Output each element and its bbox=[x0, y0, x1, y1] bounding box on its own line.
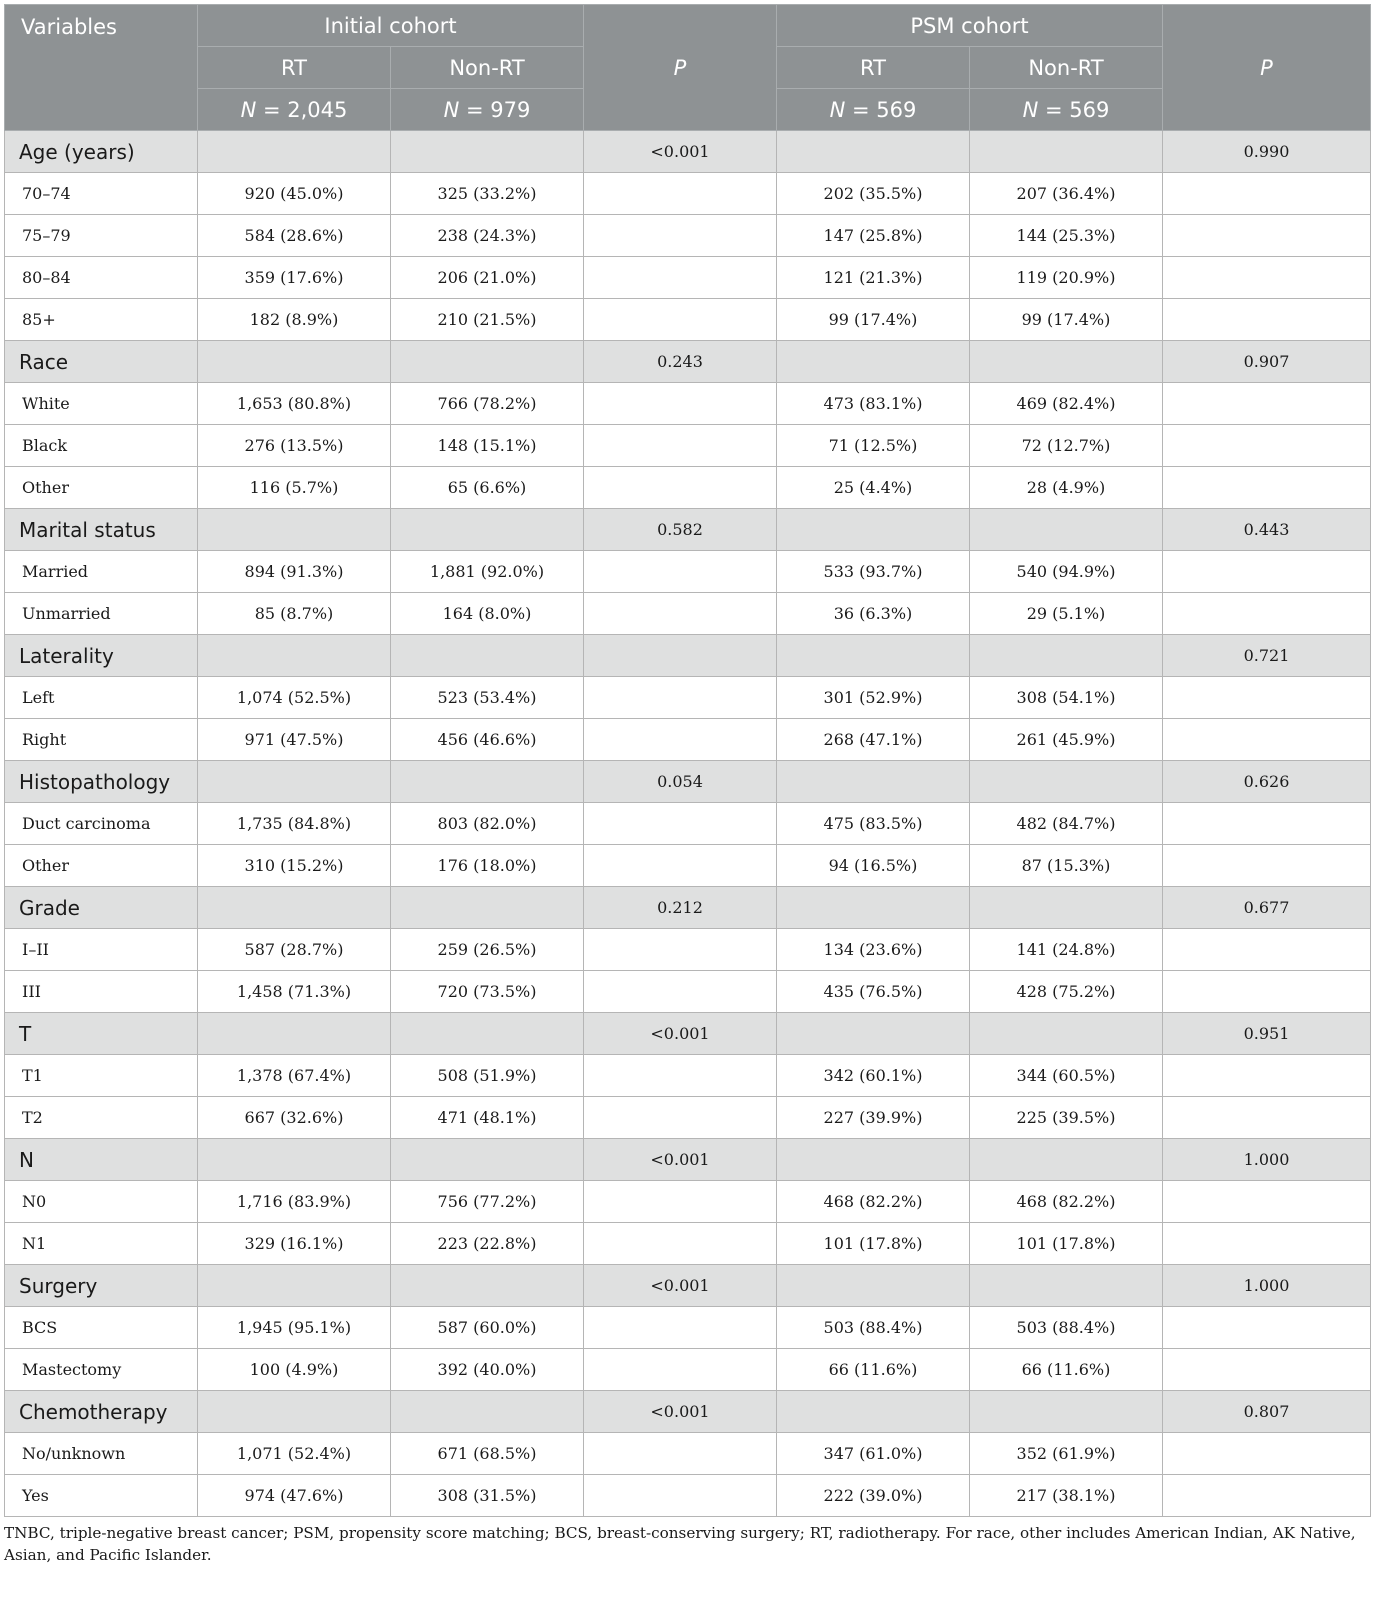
initial-nonrt-cell: 766 (78.2%) bbox=[391, 383, 584, 425]
initial-rt-cell: 971 (47.5%) bbox=[198, 719, 391, 761]
initial-nonrt-cell: 238 (24.3%) bbox=[391, 215, 584, 257]
psm-p-cell bbox=[1163, 299, 1371, 341]
initial-p-cell bbox=[584, 1097, 777, 1139]
initial-rt-cell: 894 (91.3%) bbox=[198, 551, 391, 593]
initial-rt-n bbox=[198, 89, 391, 131]
initial-p-cell: <0.001 bbox=[584, 1013, 777, 1055]
psm-p-cell: 0.990 bbox=[1163, 131, 1371, 173]
psm-rt-header: RT bbox=[777, 47, 970, 89]
table-row bbox=[5, 593, 1371, 635]
initial-rt-cell: 310 (15.2%) bbox=[198, 845, 391, 887]
n-value: = 569 bbox=[1038, 97, 1110, 122]
table-row bbox=[5, 173, 1371, 215]
initial-rt-cell bbox=[198, 1139, 391, 1181]
initial-rt-cell: 974 (47.6%) bbox=[198, 1475, 391, 1517]
psm-nonrt-cell: 428 (75.2%) bbox=[970, 971, 1163, 1013]
row-label: T bbox=[5, 1013, 198, 1055]
psm-rt-cell: 468 (82.2%) bbox=[777, 1181, 970, 1223]
row-label: 70–74 bbox=[5, 173, 198, 215]
initial-rt-header: RT bbox=[198, 47, 391, 89]
initial-p-cell bbox=[584, 1055, 777, 1097]
row-label: Yes bbox=[5, 1475, 198, 1517]
initial-nonrt-header: Non-RT bbox=[391, 47, 584, 89]
psm-nonrt-cell bbox=[970, 131, 1163, 173]
p-header-initial bbox=[584, 5, 777, 131]
category-row bbox=[5, 1265, 1371, 1307]
initial-nonrt-cell: 508 (51.9%) bbox=[391, 1055, 584, 1097]
psm-p-cell bbox=[1163, 173, 1371, 215]
category-row bbox=[5, 131, 1371, 173]
initial-rt-cell: 116 (5.7%) bbox=[198, 467, 391, 509]
psm-rt-cell bbox=[777, 761, 970, 803]
psm-p-cell: 0.951 bbox=[1163, 1013, 1371, 1055]
initial-p-cell bbox=[584, 257, 777, 299]
n-value: = 979 bbox=[459, 97, 531, 122]
psm-nonrt-cell: 207 (36.4%) bbox=[970, 173, 1163, 215]
initial-p-cell bbox=[584, 467, 777, 509]
n-symbol: N bbox=[1022, 97, 1039, 122]
initial-nonrt-cell: 308 (31.5%) bbox=[391, 1475, 584, 1517]
psm-rt-cell bbox=[777, 1013, 970, 1055]
initial-rt-cell bbox=[198, 131, 391, 173]
initial-rt-cell: 1,716 (83.9%) bbox=[198, 1181, 391, 1223]
initial-rt-cell: 584 (28.6%) bbox=[198, 215, 391, 257]
initial-nonrt-cell: 671 (68.5%) bbox=[391, 1433, 584, 1475]
table-row bbox=[5, 1349, 1371, 1391]
initial-nonrt-cell bbox=[391, 131, 584, 173]
psm-nonrt-cell: 101 (17.8%) bbox=[970, 1223, 1163, 1265]
psm-rt-cell: 25 (4.4%) bbox=[777, 467, 970, 509]
table-row bbox=[5, 677, 1371, 719]
psm-nonrt-cell: 468 (82.2%) bbox=[970, 1181, 1163, 1223]
table-header bbox=[5, 5, 1371, 131]
initial-rt-cell: 1,735 (84.8%) bbox=[198, 803, 391, 845]
psm-p-cell bbox=[1163, 971, 1371, 1013]
psm-p-cell: 0.677 bbox=[1163, 887, 1371, 929]
row-label: T2 bbox=[5, 1097, 198, 1139]
table-row bbox=[5, 1307, 1371, 1349]
psm-p-cell bbox=[1163, 551, 1371, 593]
initial-cohort-header: Initial cohort bbox=[198, 5, 584, 47]
row-label: Grade bbox=[5, 887, 198, 929]
initial-nonrt-n bbox=[391, 89, 584, 131]
psm-rt-cell: 301 (52.9%) bbox=[777, 677, 970, 719]
row-label: N1 bbox=[5, 1223, 198, 1265]
psm-nonrt-cell: 261 (45.9%) bbox=[970, 719, 1163, 761]
psm-nonrt-cell bbox=[970, 1265, 1163, 1307]
psm-nonrt-cell: 503 (88.4%) bbox=[970, 1307, 1163, 1349]
initial-rt-cell bbox=[198, 341, 391, 383]
psm-rt-cell: 435 (76.5%) bbox=[777, 971, 970, 1013]
psm-nonrt-cell bbox=[970, 1391, 1163, 1433]
psm-p-cell bbox=[1163, 1433, 1371, 1475]
initial-nonrt-cell bbox=[391, 1391, 584, 1433]
row-label: White bbox=[5, 383, 198, 425]
table-row bbox=[5, 215, 1371, 257]
psm-p-cell bbox=[1163, 1307, 1371, 1349]
psm-p-cell bbox=[1163, 929, 1371, 971]
table-row bbox=[5, 383, 1371, 425]
psm-p-cell bbox=[1163, 425, 1371, 467]
row-label: Chemotherapy bbox=[5, 1391, 198, 1433]
initial-p-cell bbox=[584, 1307, 777, 1349]
table-row bbox=[5, 929, 1371, 971]
psm-nonrt-cell: 66 (11.6%) bbox=[970, 1349, 1163, 1391]
initial-rt-cell bbox=[198, 1391, 391, 1433]
psm-rt-cell bbox=[777, 1139, 970, 1181]
initial-nonrt-cell: 392 (40.0%) bbox=[391, 1349, 584, 1391]
psm-rt-cell: 121 (21.3%) bbox=[777, 257, 970, 299]
initial-rt-cell: 587 (28.7%) bbox=[198, 929, 391, 971]
initial-p-cell bbox=[584, 1475, 777, 1517]
row-label: Other bbox=[5, 467, 198, 509]
psm-rt-cell: 202 (35.5%) bbox=[777, 173, 970, 215]
table-row bbox=[5, 1433, 1371, 1475]
psm-nonrt-cell: 99 (17.4%) bbox=[970, 299, 1163, 341]
row-label: I–II bbox=[5, 929, 198, 971]
initial-nonrt-cell: 325 (33.2%) bbox=[391, 173, 584, 215]
initial-rt-cell: 1,378 (67.4%) bbox=[198, 1055, 391, 1097]
baseline-characteristics-table bbox=[4, 4, 1371, 1517]
psm-rt-cell: 134 (23.6%) bbox=[777, 929, 970, 971]
row-label: Marital status bbox=[5, 509, 198, 551]
row-label: T1 bbox=[5, 1055, 198, 1097]
initial-p-cell bbox=[584, 1433, 777, 1475]
psm-p-cell bbox=[1163, 467, 1371, 509]
row-label: Married bbox=[5, 551, 198, 593]
initial-rt-cell: 1,458 (71.3%) bbox=[198, 971, 391, 1013]
psm-nonrt-cell: 308 (54.1%) bbox=[970, 677, 1163, 719]
initial-nonrt-cell bbox=[391, 635, 584, 677]
category-row bbox=[5, 887, 1371, 929]
row-label: BCS bbox=[5, 1307, 198, 1349]
initial-p-cell bbox=[584, 173, 777, 215]
initial-nonrt-cell: 803 (82.0%) bbox=[391, 803, 584, 845]
initial-p-cell: 0.054 bbox=[584, 761, 777, 803]
initial-nonrt-cell bbox=[391, 1013, 584, 1055]
psm-nonrt-cell: 217 (38.1%) bbox=[970, 1475, 1163, 1517]
initial-p-cell bbox=[584, 383, 777, 425]
psm-p-cell: 0.626 bbox=[1163, 761, 1371, 803]
psm-p-cell bbox=[1163, 845, 1371, 887]
initial-rt-cell bbox=[198, 761, 391, 803]
initial-p-cell: 0.582 bbox=[584, 509, 777, 551]
initial-p-cell bbox=[584, 593, 777, 635]
category-row bbox=[5, 1391, 1371, 1433]
psm-rt-cell bbox=[777, 341, 970, 383]
psm-p-cell: 1.000 bbox=[1163, 1139, 1371, 1181]
psm-nonrt-cell: 28 (4.9%) bbox=[970, 467, 1163, 509]
initial-nonrt-cell: 210 (21.5%) bbox=[391, 299, 584, 341]
initial-nonrt-cell: 756 (77.2%) bbox=[391, 1181, 584, 1223]
psm-nonrt-cell: 469 (82.4%) bbox=[970, 383, 1163, 425]
row-label: Left bbox=[5, 677, 198, 719]
row-label: Age (years) bbox=[5, 131, 198, 173]
variables-header: Variables bbox=[5, 5, 198, 131]
initial-p-cell bbox=[584, 677, 777, 719]
table-row bbox=[5, 1475, 1371, 1517]
psm-nonrt-cell: 225 (39.5%) bbox=[970, 1097, 1163, 1139]
psm-rt-cell: 101 (17.8%) bbox=[777, 1223, 970, 1265]
initial-nonrt-cell: 720 (73.5%) bbox=[391, 971, 584, 1013]
initial-p-cell bbox=[584, 1223, 777, 1265]
initial-p-cell: <0.001 bbox=[584, 1265, 777, 1307]
psm-p-cell bbox=[1163, 1181, 1371, 1223]
psm-nonrt-cell: 29 (5.1%) bbox=[970, 593, 1163, 635]
initial-rt-cell bbox=[198, 887, 391, 929]
psm-nonrt-cell: 344 (60.5%) bbox=[970, 1055, 1163, 1097]
table-row bbox=[5, 551, 1371, 593]
initial-p-cell: <0.001 bbox=[584, 131, 777, 173]
table-row bbox=[5, 467, 1371, 509]
category-row bbox=[5, 1139, 1371, 1181]
initial-rt-cell: 276 (13.5%) bbox=[198, 425, 391, 467]
psm-nonrt-cell: 352 (61.9%) bbox=[970, 1433, 1163, 1475]
table-row bbox=[5, 257, 1371, 299]
psm-p-cell: 1.000 bbox=[1163, 1265, 1371, 1307]
psm-nonrt-cell: 141 (24.8%) bbox=[970, 929, 1163, 971]
row-label: N bbox=[5, 1139, 198, 1181]
initial-nonrt-cell: 259 (26.5%) bbox=[391, 929, 584, 971]
psm-p-cell: 0.443 bbox=[1163, 509, 1371, 551]
row-label: Right bbox=[5, 719, 198, 761]
psm-nonrt-cell bbox=[970, 509, 1163, 551]
initial-nonrt-cell: 206 (21.0%) bbox=[391, 257, 584, 299]
psm-nonrt-cell: 119 (20.9%) bbox=[970, 257, 1163, 299]
psm-rt-cell: 71 (12.5%) bbox=[777, 425, 970, 467]
psm-nonrt-cell bbox=[970, 1013, 1163, 1055]
psm-rt-cell: 66 (11.6%) bbox=[777, 1349, 970, 1391]
psm-rt-n bbox=[777, 89, 970, 131]
psm-p-cell bbox=[1163, 1349, 1371, 1391]
psm-nonrt-cell: 72 (12.7%) bbox=[970, 425, 1163, 467]
initial-p-cell bbox=[584, 215, 777, 257]
table-footnote: TNBC, triple-negative breast cancer; PSM, propensity score matching; BCS, breast-conserving surgery; RT, radiotherapy. For race, other includes American Indian, AK Native, Asian, and Pacific Islander. bbox=[4, 1524, 1356, 1564]
initial-rt-cell: 1,945 (95.1%) bbox=[198, 1307, 391, 1349]
p-header-initial-text: P bbox=[673, 55, 687, 80]
psm-p-cell bbox=[1163, 593, 1371, 635]
initial-nonrt-cell: 164 (8.0%) bbox=[391, 593, 584, 635]
psm-p-cell: 0.807 bbox=[1163, 1391, 1371, 1433]
table-row bbox=[5, 299, 1371, 341]
psm-rt-cell: 222 (39.0%) bbox=[777, 1475, 970, 1517]
psm-nonrt-header: Non-RT bbox=[970, 47, 1163, 89]
category-row bbox=[5, 341, 1371, 383]
table-row bbox=[5, 971, 1371, 1013]
row-label: 75–79 bbox=[5, 215, 198, 257]
initial-rt-cell: 100 (4.9%) bbox=[198, 1349, 391, 1391]
psm-nonrt-cell: 144 (25.3%) bbox=[970, 215, 1163, 257]
psm-p-cell: 0.907 bbox=[1163, 341, 1371, 383]
initial-p-cell bbox=[584, 1181, 777, 1223]
initial-nonrt-cell: 587 (60.0%) bbox=[391, 1307, 584, 1349]
initial-nonrt-cell: 148 (15.1%) bbox=[391, 425, 584, 467]
psm-p-cell bbox=[1163, 383, 1371, 425]
psm-rt-cell: 473 (83.1%) bbox=[777, 383, 970, 425]
psm-rt-cell: 99 (17.4%) bbox=[777, 299, 970, 341]
table-row bbox=[5, 1055, 1371, 1097]
n-symbol: N bbox=[240, 97, 257, 122]
n-value: = 569 bbox=[845, 97, 917, 122]
psm-p-cell bbox=[1163, 215, 1371, 257]
initial-p-cell bbox=[584, 845, 777, 887]
initial-rt-cell bbox=[198, 635, 391, 677]
psm-rt-cell: 36 (6.3%) bbox=[777, 593, 970, 635]
initial-rt-cell: 85 (8.7%) bbox=[198, 593, 391, 635]
initial-rt-cell: 1,071 (52.4%) bbox=[198, 1433, 391, 1475]
psm-rt-cell bbox=[777, 509, 970, 551]
row-label: Histopathology bbox=[5, 761, 198, 803]
psm-rt-cell: 268 (47.1%) bbox=[777, 719, 970, 761]
table-row bbox=[5, 719, 1371, 761]
psm-nonrt-cell: 482 (84.7%) bbox=[970, 803, 1163, 845]
category-row bbox=[5, 635, 1371, 677]
initial-nonrt-cell bbox=[391, 1139, 584, 1181]
psm-p-cell bbox=[1163, 677, 1371, 719]
initial-nonrt-cell bbox=[391, 887, 584, 929]
n-value: = 2,045 bbox=[256, 97, 348, 122]
psm-nonrt-cell bbox=[970, 635, 1163, 677]
table-row bbox=[5, 845, 1371, 887]
psm-rt-cell: 503 (88.4%) bbox=[777, 1307, 970, 1349]
initial-p-cell bbox=[584, 635, 777, 677]
initial-rt-cell bbox=[198, 1265, 391, 1307]
psm-p-cell bbox=[1163, 803, 1371, 845]
row-label: Duct carcinoma bbox=[5, 803, 198, 845]
initial-p-cell bbox=[584, 299, 777, 341]
psm-nonrt-cell: 87 (15.3%) bbox=[970, 845, 1163, 887]
row-label: 80–84 bbox=[5, 257, 198, 299]
psm-rt-cell bbox=[777, 887, 970, 929]
initial-rt-cell: 1,653 (80.8%) bbox=[198, 383, 391, 425]
row-label: Black bbox=[5, 425, 198, 467]
n-symbol: N bbox=[829, 97, 846, 122]
category-row bbox=[5, 1013, 1371, 1055]
row-label: Other bbox=[5, 845, 198, 887]
psm-p-cell bbox=[1163, 257, 1371, 299]
initial-p-cell bbox=[584, 425, 777, 467]
table-row bbox=[5, 425, 1371, 467]
initial-nonrt-cell: 471 (48.1%) bbox=[391, 1097, 584, 1139]
initial-nonrt-cell: 65 (6.6%) bbox=[391, 467, 584, 509]
initial-p-cell: <0.001 bbox=[584, 1139, 777, 1181]
psm-p-cell bbox=[1163, 1097, 1371, 1139]
table-row bbox=[5, 1181, 1371, 1223]
initial-p-cell bbox=[584, 551, 777, 593]
initial-nonrt-cell: 523 (53.4%) bbox=[391, 677, 584, 719]
psm-rt-cell: 94 (16.5%) bbox=[777, 845, 970, 887]
initial-p-cell: 0.243 bbox=[584, 341, 777, 383]
p-header-psm bbox=[1163, 5, 1371, 131]
initial-p-cell bbox=[584, 803, 777, 845]
initial-rt-cell: 667 (32.6%) bbox=[198, 1097, 391, 1139]
row-label: Laterality bbox=[5, 635, 198, 677]
psm-nonrt-cell bbox=[970, 1139, 1163, 1181]
table-row bbox=[5, 803, 1371, 845]
initial-rt-cell: 920 (45.0%) bbox=[198, 173, 391, 215]
psm-nonrt-cell bbox=[970, 341, 1163, 383]
initial-nonrt-cell bbox=[391, 341, 584, 383]
initial-p-cell: <0.001 bbox=[584, 1391, 777, 1433]
category-row bbox=[5, 509, 1371, 551]
psm-rt-cell bbox=[777, 635, 970, 677]
row-label: Race bbox=[5, 341, 198, 383]
initial-p-cell: 0.212 bbox=[584, 887, 777, 929]
psm-p-cell bbox=[1163, 719, 1371, 761]
initial-rt-cell: 182 (8.9%) bbox=[198, 299, 391, 341]
table-row bbox=[5, 1223, 1371, 1265]
row-label: N0 bbox=[5, 1181, 198, 1223]
initial-nonrt-cell: 223 (22.8%) bbox=[391, 1223, 584, 1265]
initial-p-cell bbox=[584, 1349, 777, 1391]
psm-nonrt-cell bbox=[970, 761, 1163, 803]
initial-rt-cell: 1,074 (52.5%) bbox=[198, 677, 391, 719]
initial-nonrt-cell bbox=[391, 1265, 584, 1307]
n-symbol: N bbox=[443, 97, 460, 122]
psm-rt-cell: 227 (39.9%) bbox=[777, 1097, 970, 1139]
initial-rt-cell bbox=[198, 509, 391, 551]
psm-nonrt-cell: 540 (94.9%) bbox=[970, 551, 1163, 593]
table-row bbox=[5, 1097, 1371, 1139]
psm-rt-cell: 342 (60.1%) bbox=[777, 1055, 970, 1097]
initial-nonrt-cell bbox=[391, 761, 584, 803]
initial-p-cell bbox=[584, 719, 777, 761]
row-label: III bbox=[5, 971, 198, 1013]
psm-p-cell bbox=[1163, 1475, 1371, 1517]
p-header-psm-text: P bbox=[1260, 55, 1273, 80]
initial-nonrt-cell: 1,881 (92.0%) bbox=[391, 551, 584, 593]
psm-nonrt-cell bbox=[970, 887, 1163, 929]
psm-p-cell: 0.721 bbox=[1163, 635, 1371, 677]
initial-nonrt-cell: 456 (46.6%) bbox=[391, 719, 584, 761]
psm-nonrt-n bbox=[970, 89, 1163, 131]
psm-rt-cell: 475 (83.5%) bbox=[777, 803, 970, 845]
psm-rt-cell bbox=[777, 1265, 970, 1307]
initial-rt-cell bbox=[198, 1013, 391, 1055]
psm-rt-cell bbox=[777, 131, 970, 173]
psm-p-cell bbox=[1163, 1055, 1371, 1097]
row-label: Mastectomy bbox=[5, 1349, 198, 1391]
psm-rt-cell: 533 (93.7%) bbox=[777, 551, 970, 593]
row-label: 85+ bbox=[5, 299, 198, 341]
row-label: Unmarried bbox=[5, 593, 198, 635]
row-label: No/unknown bbox=[5, 1433, 198, 1475]
psm-rt-cell: 147 (25.8%) bbox=[777, 215, 970, 257]
category-row bbox=[5, 761, 1371, 803]
initial-rt-cell: 329 (16.1%) bbox=[198, 1223, 391, 1265]
initial-rt-cell: 359 (17.6%) bbox=[198, 257, 391, 299]
row-label: Surgery bbox=[5, 1265, 198, 1307]
psm-cohort-header: PSM cohort bbox=[777, 5, 1163, 47]
psm-rt-cell: 347 (61.0%) bbox=[777, 1433, 970, 1475]
psm-rt-cell bbox=[777, 1391, 970, 1433]
initial-nonrt-cell: 176 (18.0%) bbox=[391, 845, 584, 887]
initial-p-cell bbox=[584, 971, 777, 1013]
psm-p-cell bbox=[1163, 1223, 1371, 1265]
table-body bbox=[5, 131, 1371, 1517]
initial-nonrt-cell bbox=[391, 509, 584, 551]
initial-p-cell bbox=[584, 929, 777, 971]
